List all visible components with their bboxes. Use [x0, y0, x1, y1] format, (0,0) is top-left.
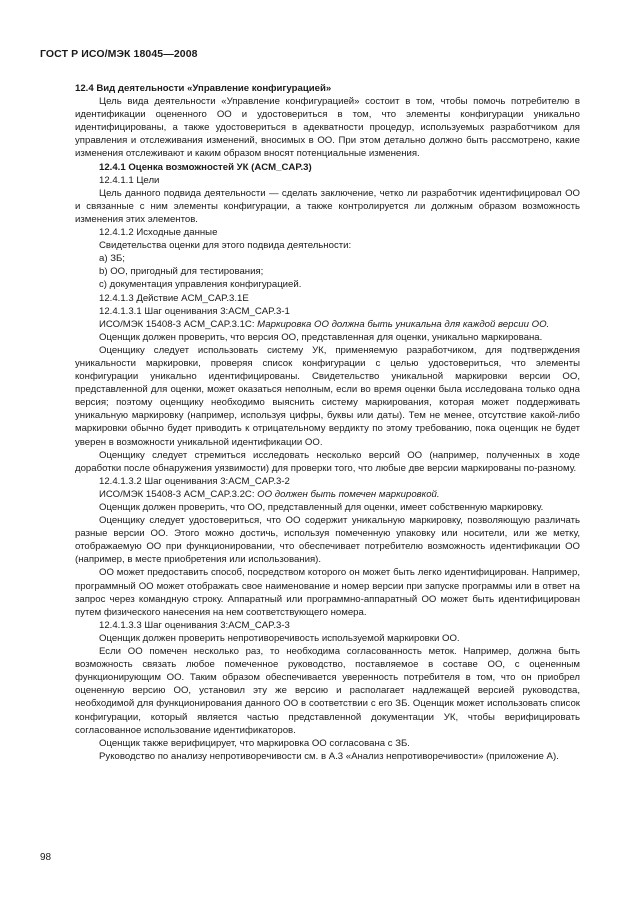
clause-heading: 12.4.1.1 Цели [99, 174, 160, 186]
document-body [75, 79, 580, 763]
paragraph: Цель данного подвида деятельности — сделать заключение, четко ли разработчик идентифицировал ОО и связанные с ним элементы конфигурации, а также контролируется ли должным образом возможность изменения этих элементов. [75, 187, 580, 225]
paragraph: Оценщику следует удостовериться, что ОО содержит уникальную маркировку, позволяющую различать разные версии ОО. Этого можно достичь, используя помеченную упаковку или носители, или же метку, отображаемую ОО при функционировании, что обеспечивает потребителю возможность идентификации ОО (например, в месте приобретения или использования). [75, 515, 580, 566]
requirement-text: Маркировка ОО должна быть уникальна для каждой версии ОО. [257, 318, 550, 330]
list-item: b) ОО, пригодный для тестирования; [99, 266, 264, 278]
clause-heading: 12.4.1.3.3 Шаг оценивания 3:ACM_CAP.3-3 [99, 619, 290, 631]
paragraph: Оценщик должен проверить, что версия ОО, представленная для оценки, уникально маркирована. [99, 331, 543, 343]
paragraph: Свидетельства оценки для этого подвида деятельности: [99, 240, 352, 252]
paragraph: Оценщик также верифицирует, что маркировка ОО согласована с ЗБ. [99, 737, 410, 749]
section-heading: 12.4 Вид деятельности «Управление конфигурацией» [75, 83, 332, 94]
clause-heading: 12.4.1.2 Исходные данные [99, 227, 218, 239]
clause-heading: 12.4.1.3.2 Шаг оценивания 3:ACM_CAP.3-2 [99, 475, 290, 487]
requirement-line [75, 488, 580, 501]
paragraph: Оценщик должен проверить, что ОО, представленный для оценки, имеет собственную маркировку. [99, 502, 544, 513]
paragraph: Если ОО помечен несколько раз, то необходима согласованность меток. Например, должна быть возможность связать любое помеченное руководство, поставляемое в составе ОО, с оцененным функционирующим ОО. Таким образом обеспечивается уверенность потребителя в том, что он приобрел оцененную версию ОО, установил эту же версию и располагает надлежащей версией руководства, необходимой для функционирования данного ОО в соответствии с его ЗБ. Оценщик может использовать список конфигурации, который является частью представленной документации УК, чтобы верифицировать согласованное использование идентификаторов. [75, 646, 580, 736]
list-item: а) ЗБ; [99, 253, 125, 265]
subsection-heading: 12.4.1 Оценка возможностей УК (ACM_CAP.3) [99, 161, 312, 173]
requirement-ref: ИСО/МЭК 15408-3 ACM_CAP.3.1C: [99, 318, 258, 330]
clause-heading: 12.4.1.3.1 Шаг оценивания 3:ACM_CAP.3-1 [99, 305, 290, 317]
page-number: 98 [40, 852, 52, 863]
requirement-text: ОО должен быть помечен маркировкой. [257, 488, 440, 500]
requirement-line [75, 318, 580, 331]
list-item: c) документация управления конфигурацией. [99, 279, 302, 291]
requirement-ref: ИСО/МЭК 15408-3 ACM_CAP.3.2C: [99, 488, 258, 500]
clause-heading: 12.4.1.3 Действие ACM_CAP.3.1E [99, 292, 249, 304]
paragraph: Руководство по анализу непротиворечивости см. в А.3 «Анализ непротиворечивости» (приложение А). [99, 750, 559, 762]
paragraph: Оценщику следует использовать систему УК, применяемую разработчиком, для подтверждения уникальности маркировки, проверяя список конфигурации с целью удостовериться, что элементы конфигурации уникально идентифицированы. Свидетельство уникальной маркировки версии ОО, представленной для оценки, может оказаться неполным, если во время оценки была исследована только одна версия; поэтому оценщику необходимо выяснить систему маркирования, которая может поддерживать уникальную маркировку (например, используя цифры, буквы или даты). Тем не менее, отсутствие какой-либо маркировки обычно будет приводить к отрицательному вердикту по этому требованию, пока оценщик не будет уверен в возможности уникальной идентификации ОО. [75, 344, 580, 448]
document-header: ГОСТ Р ИСО/МЭК 18045—2008 [40, 48, 198, 60]
paragraph: Цель вида деятельности «Управление конфигурацией» состоит в том, чтобы помочь потребителю в идентификации оцененного ОО и удостовериться в том, что элементы конфигурации уникально идентифицированы, а также удостовериться в адекватности процедур, используемых разработчиком для управления и отслеживания изменений, вносимых в ОО. При этом детально должно быть рассмотрено, какие изменения отслеживают и каким образом вносят потенциальные изменения. [75, 96, 580, 160]
paragraph: ОО может предоставить способ, посредством которого он может быть легко идентифицирован. Например, программный ОО может отображать свое наименование и номер версии при запуске программы или в ответ на запрос через командную строку. Аппаратный или программно-аппаратный ОО может быть идентифицирован путем физического нанесения на нем соответствующего номера. [75, 567, 580, 618]
paragraph: Оценщику следует стремиться исследовать несколько версий ОО (например, полученных в ходе доработки после обнаружения уязвимости) для проверки того, что любые две версии маркированы по-разному. [75, 449, 580, 474]
paragraph: Оценщик должен проверить непротиворечивость используемой маркировки ОО. [99, 632, 460, 644]
